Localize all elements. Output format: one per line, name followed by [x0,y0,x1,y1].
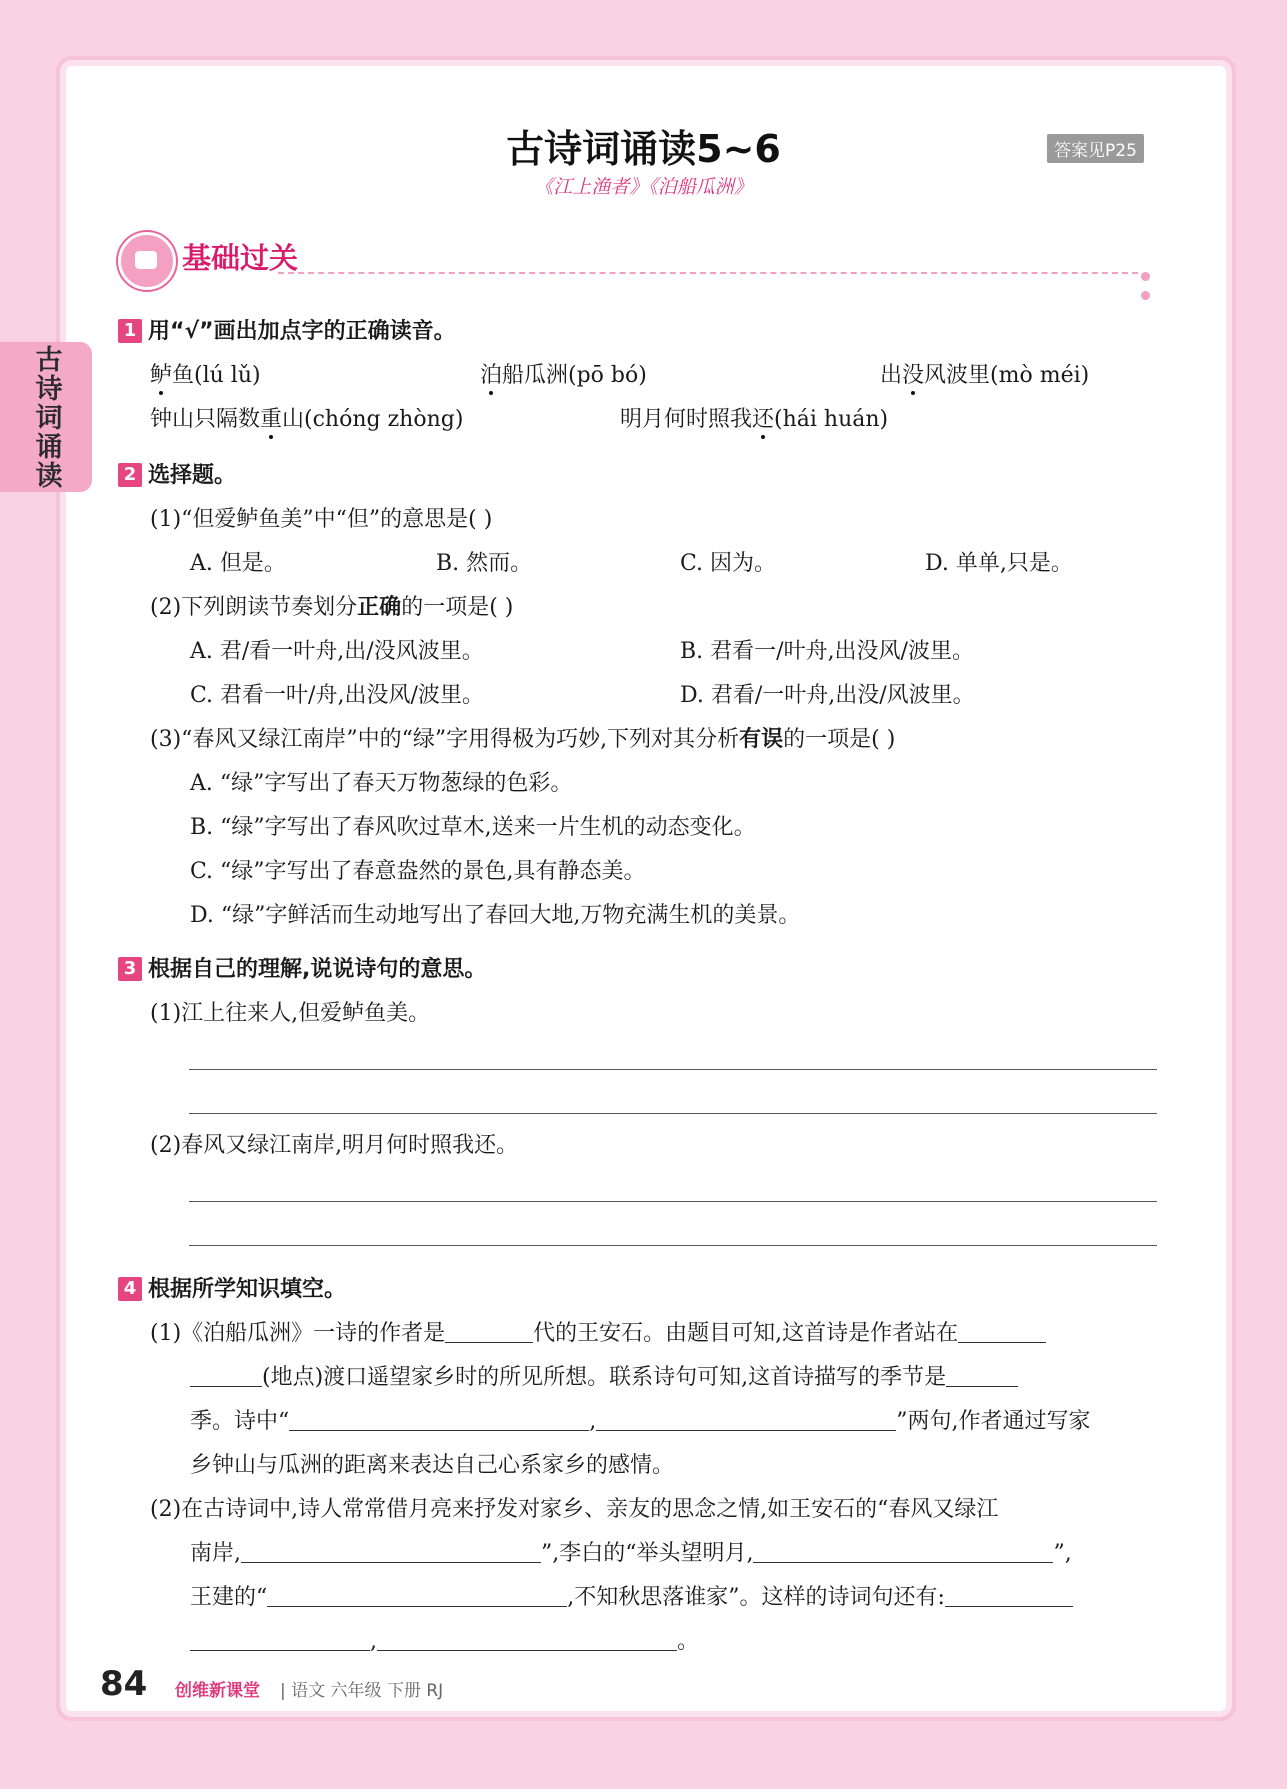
sub-question: (2)春风又绿江南岸,明月何时照我还。 [150,1133,519,1158]
question-number: 2 [118,463,142,487]
choice-option[interactable]: B. “绿”字写出了春风吹过草木,送来一片生机的动态变化。 [190,815,756,840]
fill-blank-line: , 。 [190,1624,699,1655]
page-subtitle: 《江上渔者》《泊船瓜洲》 [534,176,753,198]
sub-question: (1)江上往来人,但爱鲈鱼美。 [150,1001,431,1026]
section-header [118,232,1158,284]
choice-stem: (1)“但爱鲈鱼美”中“但”的意思是( ) [150,507,493,532]
fill-blank[interactable] [946,1364,1018,1387]
fill-blank[interactable] [190,1364,262,1387]
fill-blank[interactable] [190,1628,370,1651]
fill-blank[interactable] [289,1408,589,1431]
fill-blank-line: 乡钟山与瓜洲的距离来表达自己心系家乡的感情。 [190,1453,675,1478]
choice-option[interactable]: C. 因为。 [680,551,777,576]
choice-option[interactable]: D. “绿”字鲜活而生动地写出了春回大地,万物充满生机的美景。 [190,903,801,928]
fill-blank[interactable] [241,1540,541,1563]
decorative-dots-icon [1138,266,1158,304]
choice-option[interactable]: A. 君/看一叶舟,出/没风波里。 [190,639,484,664]
question-prompt: 根据自己的理解,说说诗句的意思。 [148,957,487,982]
fill-blank[interactable] [596,1408,896,1431]
pinyin-item: 鲈鱼(lú lǔ) [150,363,261,388]
fill-blank-line: (2)在古诗词中,诗人常常借月亮来抒发对家乡、亲友的思念之情,如王安石的“春风又绿江 [150,1497,999,1522]
choice-option[interactable]: B. 君看一/叶舟,出没风/波里。 [680,639,974,664]
side-tab-label: 古诗词诵读 [30,344,62,490]
page-title: 古诗词诵读5~6 [506,127,781,171]
pinyin-item: 明月何时照我还(hái huán) [620,407,889,432]
page-number: 84 [100,1664,148,1704]
choice-stem: (3)“春风又绿江南岸”中的“绿”字用得极为巧妙,下列对其分析有误的一项是( ) [150,726,896,752]
answer-reference-badge: 答案见P25 [1047,134,1144,163]
choice-option[interactable]: B. 然而。 [436,551,533,576]
fill-blank-line: 南岸, ”,李白的“举头望明月, ”, [190,1541,1072,1566]
question-number: 4 [118,1277,142,1301]
choice-option[interactable]: C. 君看一叶/舟,出没风/波里。 [190,683,484,708]
section-title: 基础过关 [182,241,299,275]
fill-blank[interactable] [377,1628,677,1651]
fill-blank[interactable] [945,1584,1073,1607]
fill-blank-line: (地点)渡口遥望家乡时的所见所想。联系诗句可知,这首诗描写的季节是 [190,1360,1018,1391]
pinyin-item: 出没风波里(mò méi) [880,363,1090,388]
choice-option[interactable]: D. 单单,只是。 [925,551,1073,576]
answer-line[interactable] [189,1245,1157,1246]
question-number: 3 [118,957,142,981]
fill-blank[interactable] [958,1320,1046,1343]
choice-option[interactable]: A. “绿”字写出了春天万物葱绿的色彩。 [190,771,573,796]
answer-line[interactable] [189,1069,1157,1070]
question-1-heading [118,314,456,345]
question-3-heading [118,952,486,983]
choice-option[interactable]: A. 但是。 [190,551,286,576]
choice-stem: (2)下列朗读节奏划分正确的一项是( ) [150,594,514,620]
question-4-heading [118,1272,346,1303]
side-tab [0,342,92,492]
question-number: 1 [118,319,142,343]
pinyin-item: 钟山只隔数重山(chóng zhòng) [150,407,464,432]
cartoon-avatar-icon [118,232,176,290]
fill-blank-line: 季。诗中“ , ”两句,作者通过写家 [190,1409,1091,1434]
footer-brand: 创维新课堂 [175,1681,260,1701]
answer-line[interactable] [189,1201,1157,1202]
section-divider [278,272,1138,274]
footer-info: | 语文 六年级 下册 RJ [280,1681,444,1701]
fill-blank-line: 王建的“ ,不知秋思落谁家”。这样的诗词句还有: [190,1580,1073,1611]
fill-blank-line: (1)《泊船瓜洲》一诗的作者是 代的王安石。由题目可知,这首诗是作者站在 [150,1316,1046,1347]
choice-option[interactable]: D. 君看/一叶舟,出没/风波里。 [680,683,975,708]
question-prompt: 选择题。 [148,463,237,488]
fill-blank[interactable] [267,1584,567,1607]
question-2-heading [118,458,236,489]
fill-blank[interactable] [445,1320,533,1343]
pinyin-item: 泊船瓜洲(pō bó) [480,363,647,388]
answer-line[interactable] [189,1113,1157,1114]
question-prompt: 根据所学知识填空。 [148,1277,347,1302]
choice-option[interactable]: C. “绿”字写出了春意盎然的景色,具有静态美。 [190,859,646,884]
question-prompt: 用“√”画出加点字的正确读音。 [148,319,456,344]
fill-blank[interactable] [753,1540,1053,1563]
